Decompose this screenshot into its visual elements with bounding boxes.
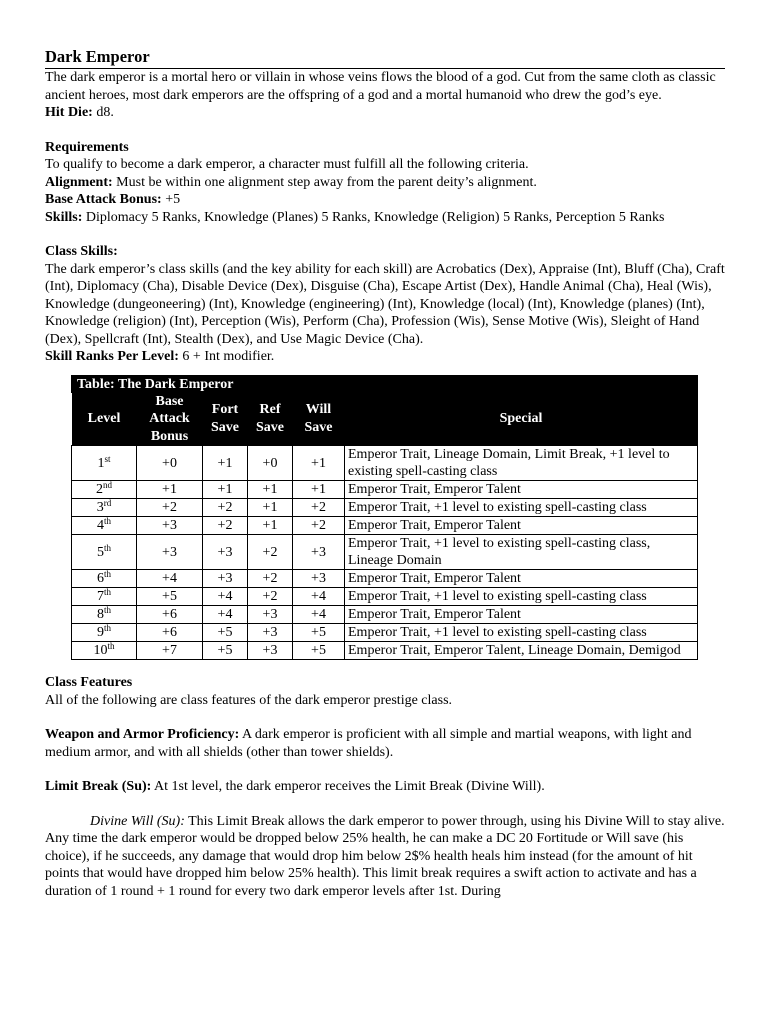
cell-bab: +7	[137, 642, 203, 660]
header-ref: Ref Save	[248, 393, 293, 446]
weapon-text: A dark emperor is proficient with all simple and martial weapons, with light and medium armor, and with all shields (other than tower shields).	[45, 727, 692, 760]
skill-ranks-line	[45, 348, 725, 366]
class-features-text: All of the following are class features of the dark emperor prestige class.	[45, 692, 453, 708]
cell-special: Emperor Trait, Emperor Talent	[345, 481, 698, 499]
cell-fort: +5	[203, 642, 248, 660]
skills-label: Skills:	[45, 209, 83, 225]
cell-fort: +5	[203, 624, 248, 642]
divine-will-label: Divine Will (Su):	[90, 813, 185, 829]
cell-special: Emperor Trait, +1 level to existing spell-casting class, Lineage Domain	[345, 535, 698, 570]
cell-bab: +6	[137, 624, 203, 642]
cell-level: 1st	[72, 446, 137, 481]
cell-will: +2	[293, 517, 345, 535]
cell-ref: +3	[248, 606, 293, 624]
cell-will: +2	[293, 499, 345, 517]
requirements-heading: Requirements	[45, 139, 129, 155]
table-row	[72, 481, 698, 499]
cell-fort: +3	[203, 535, 248, 570]
limit-break-paragraph	[45, 778, 725, 796]
weapon-proficiency-paragraph	[45, 726, 725, 761]
header-fort: Fort Save	[203, 393, 248, 446]
skills-value: Diplomacy 5 Ranks, Knowledge (Planes) 5 Ranks, Knowledge (Religion) 5 Ranks, Perception 5 Ranks	[85, 209, 665, 225]
header-special: Special	[345, 393, 698, 446]
table-row	[72, 642, 698, 660]
cell-ref: +1	[248, 481, 293, 499]
dark-emperor-table	[71, 375, 698, 661]
header-bab: Base Attack Bonus	[137, 393, 203, 446]
header-will: Will Save	[293, 393, 345, 446]
cell-will: +3	[293, 535, 345, 570]
table-row	[72, 535, 698, 570]
class-features-heading: Class Features	[45, 675, 133, 690]
cell-fort: +2	[203, 499, 248, 517]
cell-ref: +0	[248, 446, 293, 481]
cell-special: Emperor Trait, Emperor Talent, Lineage Domain, Demigod	[345, 642, 698, 660]
bab-value: +5	[165, 192, 181, 207]
cell-ref: +3	[248, 642, 293, 660]
cell-level: 5th	[72, 535, 137, 570]
skills-line	[45, 209, 725, 227]
cell-special: Emperor Trait, +1 level to existing spell-casting class	[345, 499, 698, 517]
cell-bab: +0	[137, 446, 203, 481]
limit-break-label: Limit Break (Su):	[45, 779, 152, 794]
cell-level: 6th	[72, 570, 137, 588]
cell-fort: +4	[203, 606, 248, 624]
cell-level: 3rd	[72, 499, 137, 517]
cell-bab: +5	[137, 588, 203, 606]
cell-will: +5	[293, 624, 345, 642]
header-level: Level	[72, 393, 137, 446]
skill-ranks-label: Skill Ranks Per Level:	[45, 349, 179, 364]
cell-bab: +2	[137, 499, 203, 517]
divine-will-text: This Limit Break allows the dark emperor to power through, using his Divine Will to stay alive. Any time the dark emperor would be dropped below 25% health, he can make a DC 20 Fortitude or Will save (his choice), if he succeeds, any damage that would drop him below 2$% health heals him instead (for the amount of hit points that would have dropped him below 25% health). This limit break requires a swift action to activate and has a duration of 1 round + 1 round for every two dark emperor levels after 1st. During	[45, 813, 725, 899]
table-row	[72, 606, 698, 624]
alignment-label: Alignment:	[45, 174, 113, 190]
alignment-line	[45, 174, 725, 192]
bab-label: Base Attack Bonus:	[45, 192, 162, 207]
cell-bab: +3	[137, 535, 203, 570]
table-row	[72, 446, 698, 481]
table-row	[72, 588, 698, 606]
cell-will: +1	[293, 481, 345, 499]
bab-line	[45, 191, 725, 209]
hit-die-line	[45, 104, 725, 122]
cell-special: Emperor Trait, Lineage Domain, Limit Break, +1 level to existing spell-casting class	[345, 446, 698, 481]
table-row	[72, 499, 698, 517]
limit-break-text: At 1st level, the dark emperor receives the Limit Break (Divine Will).	[154, 779, 545, 794]
cell-fort: +3	[203, 570, 248, 588]
table-row	[72, 517, 698, 535]
document-page	[45, 47, 725, 900]
cell-special: Emperor Trait, Emperor Talent	[345, 570, 698, 588]
cell-fort: +2	[203, 517, 248, 535]
table-row	[72, 570, 698, 588]
requirements-intro: To qualify to become a dark emperor, a character must fulfill all the following criteria.	[45, 157, 529, 172]
class-skills-heading: Class Skills:	[45, 244, 118, 259]
cell-level: 7th	[72, 588, 137, 606]
cell-will: +3	[293, 570, 345, 588]
cell-fort: +1	[203, 446, 248, 481]
cell-bab: +3	[137, 517, 203, 535]
skill-ranks-value: 6 + Int modifier.	[182, 349, 275, 364]
hit-die-label: Hit Die:	[45, 105, 93, 120]
class-skills-text: The dark emperor’s class skills (and the key ability for each skill) are Acrobatics (Dex), Appraise (Int), Bluff (Cha), Craft (Int), Diplomacy (Cha), Disable Device (Dex), Disguise (Cha), Escape Artist (Dex), Handle Animal (Cha), Heal (Wis), Knowledge (dungeoneering) (Int), Knowledge (engineering) (Int), Knowledge (local) (Int), Knowledge (planes) (Int), Knowledge (religion) (Int), Perception (Wis), Perform (Cha), Profession (Wis), Sense Motive (Wis), Sleight of Hand (Dex), Spellcraft (Int), Stealth (Dex), and Use Magic Device (Cha).	[45, 261, 725, 347]
cell-level: 4th	[72, 517, 137, 535]
cell-special: Emperor Trait, +1 level to existing spell-casting class	[345, 624, 698, 642]
cell-special: Emperor Trait, Emperor Talent	[345, 517, 698, 535]
cell-ref: +2	[248, 535, 293, 570]
cell-ref: +2	[248, 570, 293, 588]
cell-will: +5	[293, 642, 345, 660]
cell-will: +1	[293, 446, 345, 481]
cell-special: Emperor Trait, Emperor Talent	[345, 606, 698, 624]
cell-will: +4	[293, 606, 345, 624]
alignment-value: Must be within one alignment step away from the parent deity’s alignment.	[116, 174, 537, 190]
table-row	[72, 624, 698, 642]
cell-special: Emperor Trait, +1 level to existing spell-casting class	[345, 588, 698, 606]
divine-will-paragraph	[45, 813, 725, 901]
cell-ref: +2	[248, 588, 293, 606]
intro-paragraph: The dark emperor is a mortal hero or villain in whose veins flows the blood of a god. Cut from the same cloth as classic ancient heroes, most dark emperors are the offspring of a god and a mortal humanoid who drew the god’s eye.	[45, 70, 716, 103]
page-title: Dark Emperor	[45, 47, 725, 69]
cell-bab: +1	[137, 481, 203, 499]
cell-ref: +3	[248, 624, 293, 642]
cell-fort: +1	[203, 481, 248, 499]
cell-bab: +4	[137, 570, 203, 588]
cell-ref: +1	[248, 517, 293, 535]
cell-level: 10th	[72, 642, 137, 660]
cell-level: 9th	[72, 624, 137, 642]
table-header-row	[72, 393, 698, 446]
cell-bab: +6	[137, 606, 203, 624]
table-caption: Table: The Dark Emperor	[72, 375, 698, 393]
cell-fort: +4	[203, 588, 248, 606]
cell-will: +4	[293, 588, 345, 606]
cell-level: 8th	[72, 606, 137, 624]
cell-level: 2nd	[72, 481, 137, 499]
cell-ref: +1	[248, 499, 293, 517]
weapon-label: Weapon and Armor Proficiency:	[45, 727, 240, 742]
hit-die-value: d8.	[96, 105, 114, 120]
